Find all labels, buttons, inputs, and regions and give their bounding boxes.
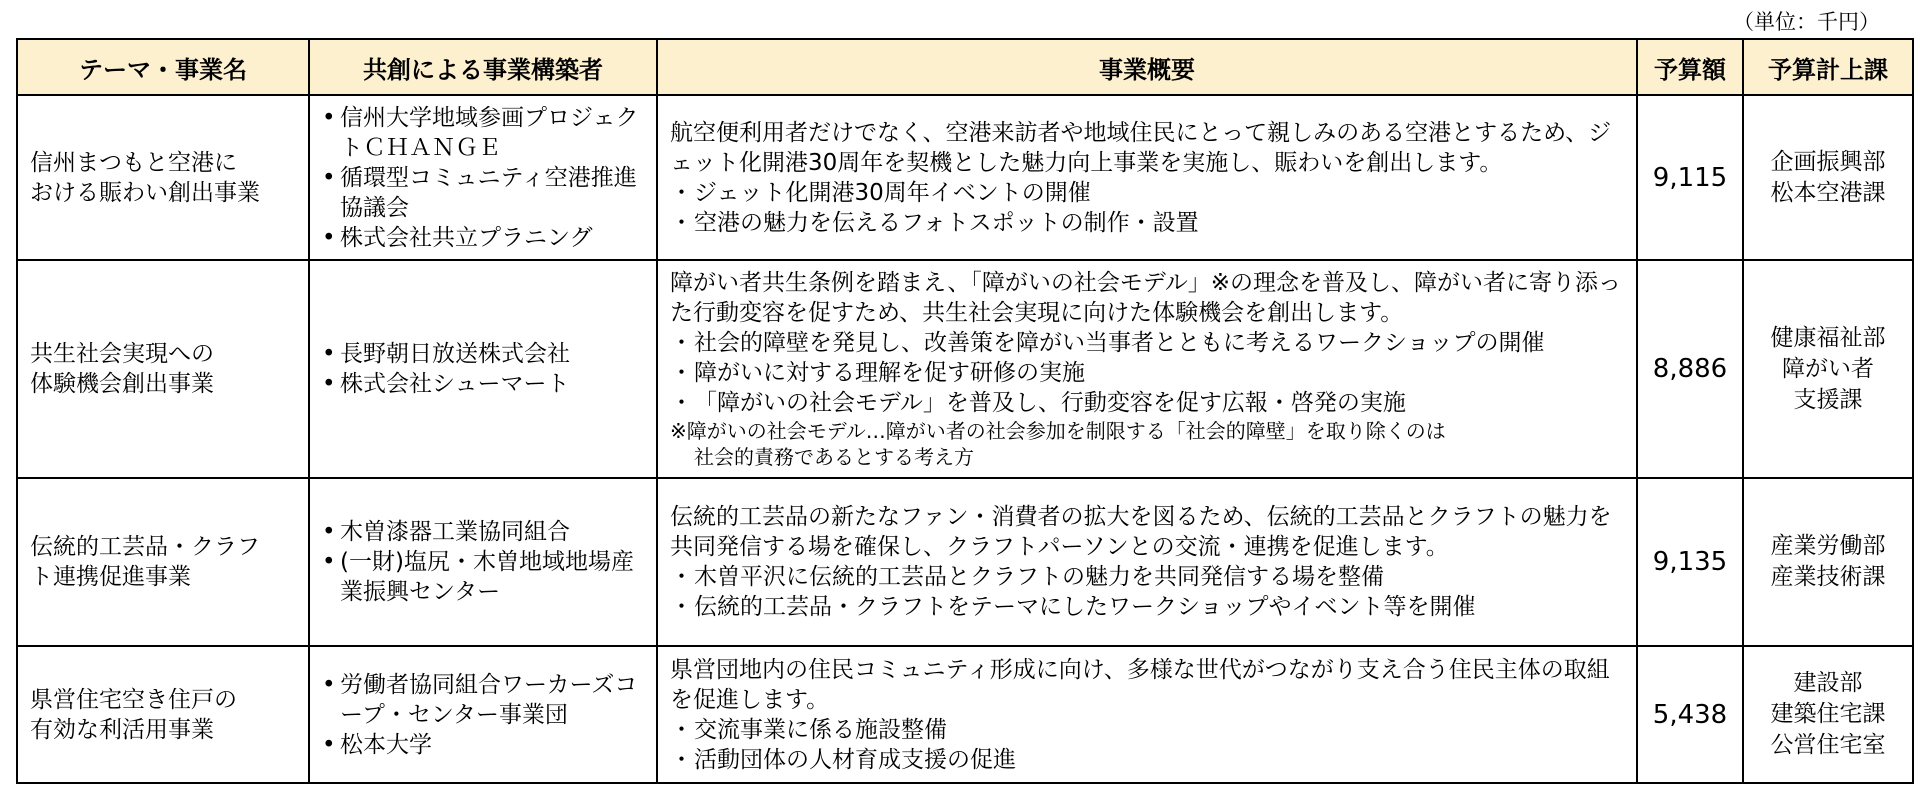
theme-line: ト連携促進事業: [30, 564, 191, 590]
dept-line: 建設部: [1793, 670, 1863, 696]
project-table: [16, 38, 1914, 784]
partners-cell: [309, 260, 657, 478]
partners-list: [318, 339, 650, 399]
dept-cell: [1743, 646, 1913, 783]
header-summary: 事業概要: [657, 39, 1637, 95]
dept-line: 障がい者: [1782, 355, 1874, 382]
summary-bullet: ・ 木曽平沢に伝統的工芸品とクラフトの魅力を共同発信する場を整備: [670, 562, 1624, 592]
theme-cell: [17, 646, 309, 783]
summary-text: 伝統的工芸品の新たなファン・消費者の拡大を図るため、伝統的工芸品とクラフトの魅力を共同発信する場を確保し、クラフトパーソンとの交流・連携を促進します。: [670, 504, 1612, 560]
theme-line: 信州まつもと空港に: [30, 149, 237, 176]
budget-cell: 9,115: [1637, 95, 1743, 260]
partners-list: [318, 670, 650, 760]
budget-cell: 9,135: [1637, 478, 1743, 646]
dept-line: 公営住宅室: [1770, 732, 1886, 758]
partner-item: • 信州大学地域参画プロジェクトＣＨＡＮＧＥ: [318, 103, 650, 163]
dept-line: 松本空港課: [1770, 179, 1886, 206]
dept-line: 企画振興部: [1770, 148, 1886, 175]
theme-line: 有効な利活用事業: [30, 716, 214, 743]
header-budget: 予算額: [1637, 39, 1743, 95]
partners-list: [318, 517, 650, 607]
summary-cell: [657, 260, 1637, 478]
partner-item: • 労働者協同組合ワーカーズコープ・センター事業団: [318, 670, 650, 730]
header-partners: 共創による事業構築者: [309, 39, 657, 95]
summary-bullets: [670, 178, 1624, 238]
summary-bullet: ・ ジェット化開港30周年イベントの開催: [670, 178, 1624, 208]
summary-bullet: ・ 活動団体の人材育成支援の促進: [670, 745, 1624, 775]
theme-line: 共生社会実現への: [30, 341, 214, 367]
dept-cell: [1743, 478, 1913, 646]
partner-item: • 株式会社共立プラニング: [318, 223, 650, 253]
partner-item: • 長野朝日放送株式会社: [318, 339, 650, 369]
table-row: [17, 478, 1913, 646]
theme-cell: [17, 260, 309, 478]
dept-cell: [1743, 95, 1913, 260]
summary-cell: [657, 95, 1637, 260]
partner-item: • 松本大学: [318, 730, 650, 760]
summary-bullet: ・ 「障がいの社会モデル」を普及し、行動変容を促す広報・啓発の実施: [670, 388, 1624, 418]
header-theme: テーマ・事業名: [17, 39, 309, 95]
summary-text: 航空便利用者だけでなく、空港来訪者や地域住民にとって親しみのある空港とするため、ジェット化開港30周年を契機とした魅力向上事業を実施し、賑わいを創出します。: [670, 119, 1612, 176]
theme-line: 伝統的工芸品・クラフ: [30, 534, 260, 560]
partners-cell: [309, 95, 657, 260]
partners-list: [318, 103, 650, 253]
summary-bullets: [670, 562, 1624, 622]
partners-cell: [309, 646, 657, 783]
partner-item: • 循環型コミュニティ空港推進協議会: [318, 163, 650, 223]
dept-line: 産業労働部: [1770, 533, 1886, 559]
budget-cell: 8,886: [1637, 260, 1743, 478]
summary-bullet: ・ 交流事業に係る施設整備: [670, 715, 1624, 745]
header-dept: 予算計上課: [1743, 39, 1913, 95]
footnote-line: 社会的責務であるとする考え方: [694, 445, 974, 469]
summary-cell: [657, 646, 1637, 783]
theme-cell: [17, 95, 309, 260]
partner-item: • (一財)塩尻・木曽地域地場産業振興センター: [318, 547, 650, 607]
theme-line: 体験機会創出事業: [30, 371, 214, 397]
summary-bullet: ・ 伝統的工芸品・クラフトをテーマにしたワークショップやイベント等を開催: [670, 592, 1624, 622]
dept-line: 産業技術課: [1770, 564, 1886, 590]
summary-text: 障がい者共生条例を踏まえ、「障がいの社会モデル」※の理念を普及し、障がい者に寄り添った行動変容を促すため、共生社会実現に向けた体験機会を創出します。: [670, 270, 1622, 326]
dept-cell: [1743, 260, 1913, 478]
summary-bullets: [670, 715, 1624, 775]
partner-item: • 株式会社シューマート: [318, 369, 650, 399]
table-header-row: [17, 39, 1913, 95]
theme-line: 県営住宅空き住戸の: [30, 686, 237, 713]
footnote-line: ※障がいの社会モデル…障がい者の社会参加を制限する「社会的障壁」を取り除くのは: [670, 419, 1446, 443]
partner-item: • 木曽漆器工業協同組合: [318, 517, 650, 547]
unit-label: （単位：千円）: [1733, 10, 1880, 34]
partners-cell: [309, 478, 657, 646]
summary-text: 県営団地内の住民コミュニティ形成に向け、多様な世代がつながり支え合う住民主体の取組を促進します。: [670, 656, 1610, 713]
table-row: [17, 95, 1913, 260]
theme-cell: [17, 478, 309, 646]
budget-cell: 5,438: [1637, 646, 1743, 783]
theme-line: おける賑わい創出事業: [30, 179, 260, 206]
dept-line: 建築住宅課: [1770, 701, 1886, 727]
summary-bullet: ・ 障がいに対する理解を促す研修の実施: [670, 358, 1624, 388]
table-row: [17, 260, 1913, 478]
dept-line: 支援課: [1793, 386, 1863, 413]
summary-bullet: ・ 社会的障壁を発見し、改善策を障がい当事者とともに考えるワークショップの開催: [670, 328, 1624, 358]
dept-line: 健康福祉部: [1770, 324, 1886, 351]
table-row: [17, 646, 1913, 783]
footnote: [670, 418, 1624, 470]
summary-cell: [657, 478, 1637, 646]
summary-bullet: ・ 空港の魅力を伝えるフォトスポットの制作・設置: [670, 208, 1624, 238]
summary-bullets: [670, 328, 1624, 418]
